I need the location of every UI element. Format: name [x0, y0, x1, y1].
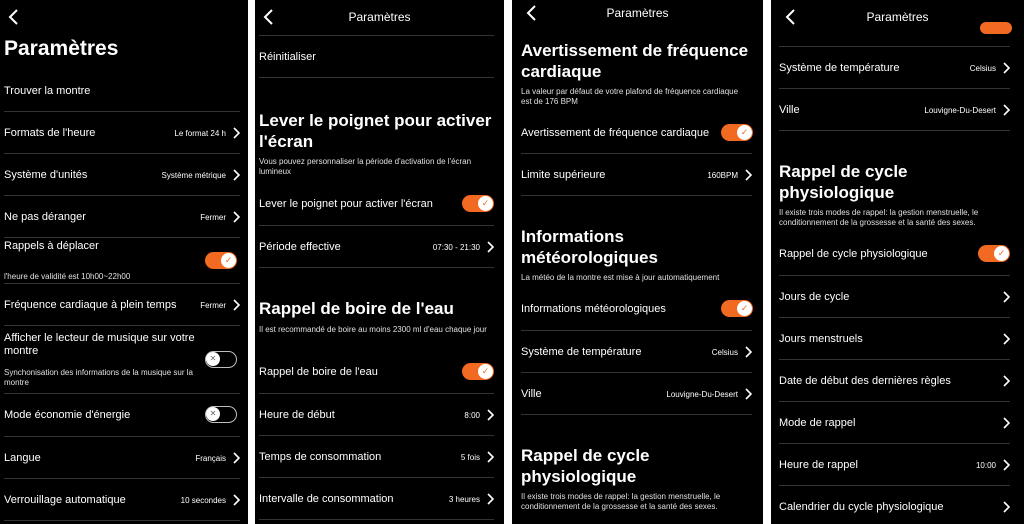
reminder-time-label: Heure de rappel — [779, 458, 858, 471]
back-arrow-icon[interactable] — [6, 8, 22, 26]
check-icon: ✓ — [994, 246, 1009, 261]
chevron-right-icon — [486, 451, 494, 463]
city-value: Louvigne-Du-Desert — [666, 389, 738, 399]
close-icon: ✕ — [206, 352, 220, 366]
water-section-desc: Il est recommandé de boire au moins 2300 ml d'eau chaque jour — [259, 325, 487, 334]
chevron-right-icon — [1002, 291, 1010, 303]
chevron-right-icon — [1002, 459, 1010, 471]
language-label: Langue — [4, 451, 41, 464]
weather-toggle-row — [521, 288, 715, 330]
cycle-days-row[interactable] — [779, 276, 1010, 318]
upper-limit-row[interactable] — [521, 154, 752, 196]
cycle-title: Rappel de cycle physiologique — [779, 162, 908, 202]
temp-system-label: Système de température — [521, 345, 642, 358]
move-reminder-label: Rappels à déplacer — [4, 240, 99, 252]
chevron-right-icon — [1002, 333, 1010, 345]
city-label: Ville — [779, 103, 800, 116]
move-reminder-row — [4, 240, 200, 282]
cycle-desc: Il existe trois modes de rappel: la gestion menstruelle, le conditionnement de la grossesse et la santé des sexes. — [521, 492, 721, 511]
time-format-label: Formats de l'heure — [4, 126, 96, 139]
start-time-label: Heure de début — [259, 408, 335, 421]
nav-title: Paramètres — [348, 10, 411, 24]
city-value: Louvigne-Du-Desert — [924, 105, 996, 115]
menstrual-days-label: Jours menstruels — [779, 332, 863, 345]
wrist-toggle[interactable] — [462, 195, 494, 212]
auto-lock-label: Verrouillage automatique — [4, 493, 126, 506]
units-label: Système d'unités — [4, 168, 88, 181]
hr-warning-desc: La valeur par défaut de votre plafond de fréquence cardiaque est de 176 BPM — [521, 87, 739, 106]
consumption-times-row[interactable] — [259, 436, 494, 478]
chevron-right-icon — [744, 388, 752, 400]
water-section-title: Rappel de boire de l'eau — [259, 299, 454, 318]
chevron-right-icon — [232, 127, 240, 139]
music-sub: Synchonisation des informations de la musique sur la montre — [4, 368, 193, 387]
reminder-mode-row[interactable] — [779, 402, 1010, 444]
temp-system-row[interactable] — [521, 331, 752, 373]
cycle-toggle-row — [779, 233, 976, 275]
dnd-row[interactable] — [4, 196, 240, 238]
wrist-toggle-label: Lever le poignet pour activer l'écran — [259, 197, 433, 210]
chevron-right-icon — [1002, 417, 1010, 429]
city-row[interactable] — [521, 373, 752, 415]
time-format-row[interactable] — [4, 112, 240, 154]
city-label: Ville — [521, 387, 542, 400]
reset-row[interactable] — [259, 36, 494, 78]
nav-title: Paramètres — [606, 6, 669, 20]
music-row — [4, 332, 200, 388]
last-period-row[interactable] — [779, 360, 1010, 402]
partial-toggle[interactable] — [980, 22, 1012, 34]
water-toggle-row — [259, 351, 456, 393]
wrist-toggle-row — [259, 183, 456, 225]
settings-screen-wrist-water — [255, 0, 504, 524]
chevron-right-icon — [232, 211, 240, 223]
hr-warning-title: Avertissement de fréquence cardiaque — [521, 41, 749, 81]
reminder-mode-label: Mode de rappel — [779, 416, 856, 429]
page-title: Paramètres — [4, 37, 119, 60]
find-watch-row[interactable] — [4, 70, 240, 112]
cycle-calendar-label: Calendrier du cycle physiologique — [779, 500, 944, 513]
settings-screen-main — [0, 0, 248, 524]
chevron-right-icon — [1002, 104, 1010, 116]
weather-desc: La météo de la montre est mise à jour automatiquement — [521, 273, 720, 282]
cycle-toggle-label: Rappel de cycle physiologique — [779, 247, 928, 260]
units-value: Système métrique — [161, 170, 226, 180]
chevron-right-icon — [1002, 62, 1010, 74]
city-row[interactable] — [779, 89, 1010, 131]
hr-warning-toggle-row — [521, 112, 715, 154]
chevron-right-icon — [1002, 375, 1010, 387]
heart-rate-label: Fréquence cardiaque à plein temps — [4, 298, 177, 311]
power-save-toggle[interactable] — [205, 406, 237, 423]
check-icon: ✓ — [737, 125, 752, 140]
upper-limit-label: Limite supérieure — [521, 168, 606, 181]
check-icon: ✓ — [478, 364, 493, 379]
cycle-desc: Il existe trois modes de rappel: la gestion menstruelle, le conditionnement de la grossesse et la santé des sexes. — [779, 208, 979, 227]
effective-period-value: 07:30 - 21:30 — [432, 242, 480, 252]
menstrual-days-row[interactable] — [779, 318, 1010, 360]
power-save-label: Mode économie d'énergie — [4, 408, 131, 421]
wrist-section-title: Lever le poignet pour activer l'écran — [259, 111, 492, 151]
heart-rate-value: Fermer — [200, 300, 226, 310]
consumption-times-label: Temps de consommation — [259, 450, 382, 463]
cycle-days-label: Jours de cycle — [779, 290, 850, 303]
nav-bar — [255, 0, 504, 34]
check-icon: ✓ — [478, 196, 493, 211]
move-reminder-sub: l'heure de validité est 10h00~22h00 — [4, 272, 131, 281]
cycle-calendar-row[interactable] — [779, 486, 1010, 524]
check-icon: ✓ — [737, 301, 752, 316]
weather-toggle-label: Informations météorologiques — [521, 302, 666, 315]
effective-period-label: Période effective — [259, 240, 341, 253]
effective-period-row[interactable] — [259, 226, 494, 268]
temp-system-value: Celsius — [969, 63, 996, 73]
water-toggle-label: Rappel de boire de l'eau — [259, 365, 378, 378]
music-label: Afficher le lecteur de musique sur votre montre — [4, 332, 195, 357]
hr-warning-toggle[interactable] — [721, 124, 753, 141]
power-save-row — [4, 394, 200, 436]
chevron-right-icon — [744, 169, 752, 181]
start-time-value: 8:00 — [464, 410, 480, 420]
nav-bar — [512, 0, 763, 34]
wrist-section-desc: Vous pouvez personnaliser la période d'activation de l'écran lumineux — [259, 157, 472, 176]
close-icon: ✕ — [206, 407, 220, 421]
settings-screen-cycle — [771, 0, 1024, 524]
start-time-row[interactable] — [259, 394, 494, 436]
time-format-value: Le format 24 h — [174, 128, 226, 138]
find-watch-label: Trouver la montre — [4, 84, 91, 97]
reminder-time-row[interactable] — [779, 444, 1010, 486]
consumption-interval-label: Intervalle de consommation — [259, 492, 394, 505]
consumption-interval-row[interactable] — [259, 478, 494, 520]
auto-lock-value: 10 secondes — [180, 495, 226, 505]
chevron-right-icon — [232, 299, 240, 311]
chevron-right-icon — [1002, 501, 1010, 513]
language-value: Français — [195, 453, 226, 463]
hr-warning-toggle-label: Avertissement de fréquence cardiaque — [521, 126, 710, 139]
last-period-label: Date de début des dernières règles — [779, 374, 951, 387]
chevron-right-icon — [744, 346, 752, 358]
move-reminder-toggle[interactable] — [205, 252, 237, 269]
temp-system-row[interactable] — [779, 47, 1010, 89]
reset-label: Réinitialiser — [259, 50, 316, 63]
cycle-toggle[interactable] — [978, 245, 1010, 262]
chevron-right-icon — [232, 494, 240, 506]
settings-screen-hr-weather — [512, 0, 763, 524]
chevron-right-icon — [486, 409, 494, 421]
reminder-time-value: 10:00 — [975, 460, 996, 470]
temp-system-value: Celsius — [711, 347, 738, 357]
chevron-right-icon — [232, 169, 240, 181]
music-toggle[interactable] — [205, 351, 237, 368]
nav-title: Paramètres — [866, 10, 929, 24]
chevron-right-icon — [486, 493, 494, 505]
weather-toggle[interactable] — [721, 300, 753, 317]
language-row[interactable] — [4, 437, 240, 479]
water-toggle[interactable] — [462, 363, 494, 380]
upper-limit-value: 160BPM — [707, 170, 738, 180]
check-icon: ✓ — [221, 253, 236, 268]
consumption-interval-value: 3 heures — [448, 494, 480, 504]
consumption-times-value: 5 fois — [460, 452, 480, 462]
units-row[interactable] — [4, 154, 240, 196]
dnd-label: Ne pas déranger — [4, 210, 86, 223]
weather-title: Informations météorologiques — [521, 227, 658, 267]
cycle-title: Rappel de cycle physiologique — [521, 446, 650, 486]
chevron-right-icon — [486, 241, 494, 253]
temp-system-label: Système de température — [779, 61, 900, 74]
nav-bar — [0, 0, 248, 34]
chevron-right-icon — [232, 452, 240, 464]
heart-rate-row[interactable] — [4, 284, 240, 326]
auto-lock-row[interactable] — [4, 479, 240, 521]
dnd-value: Fermer — [200, 212, 226, 222]
